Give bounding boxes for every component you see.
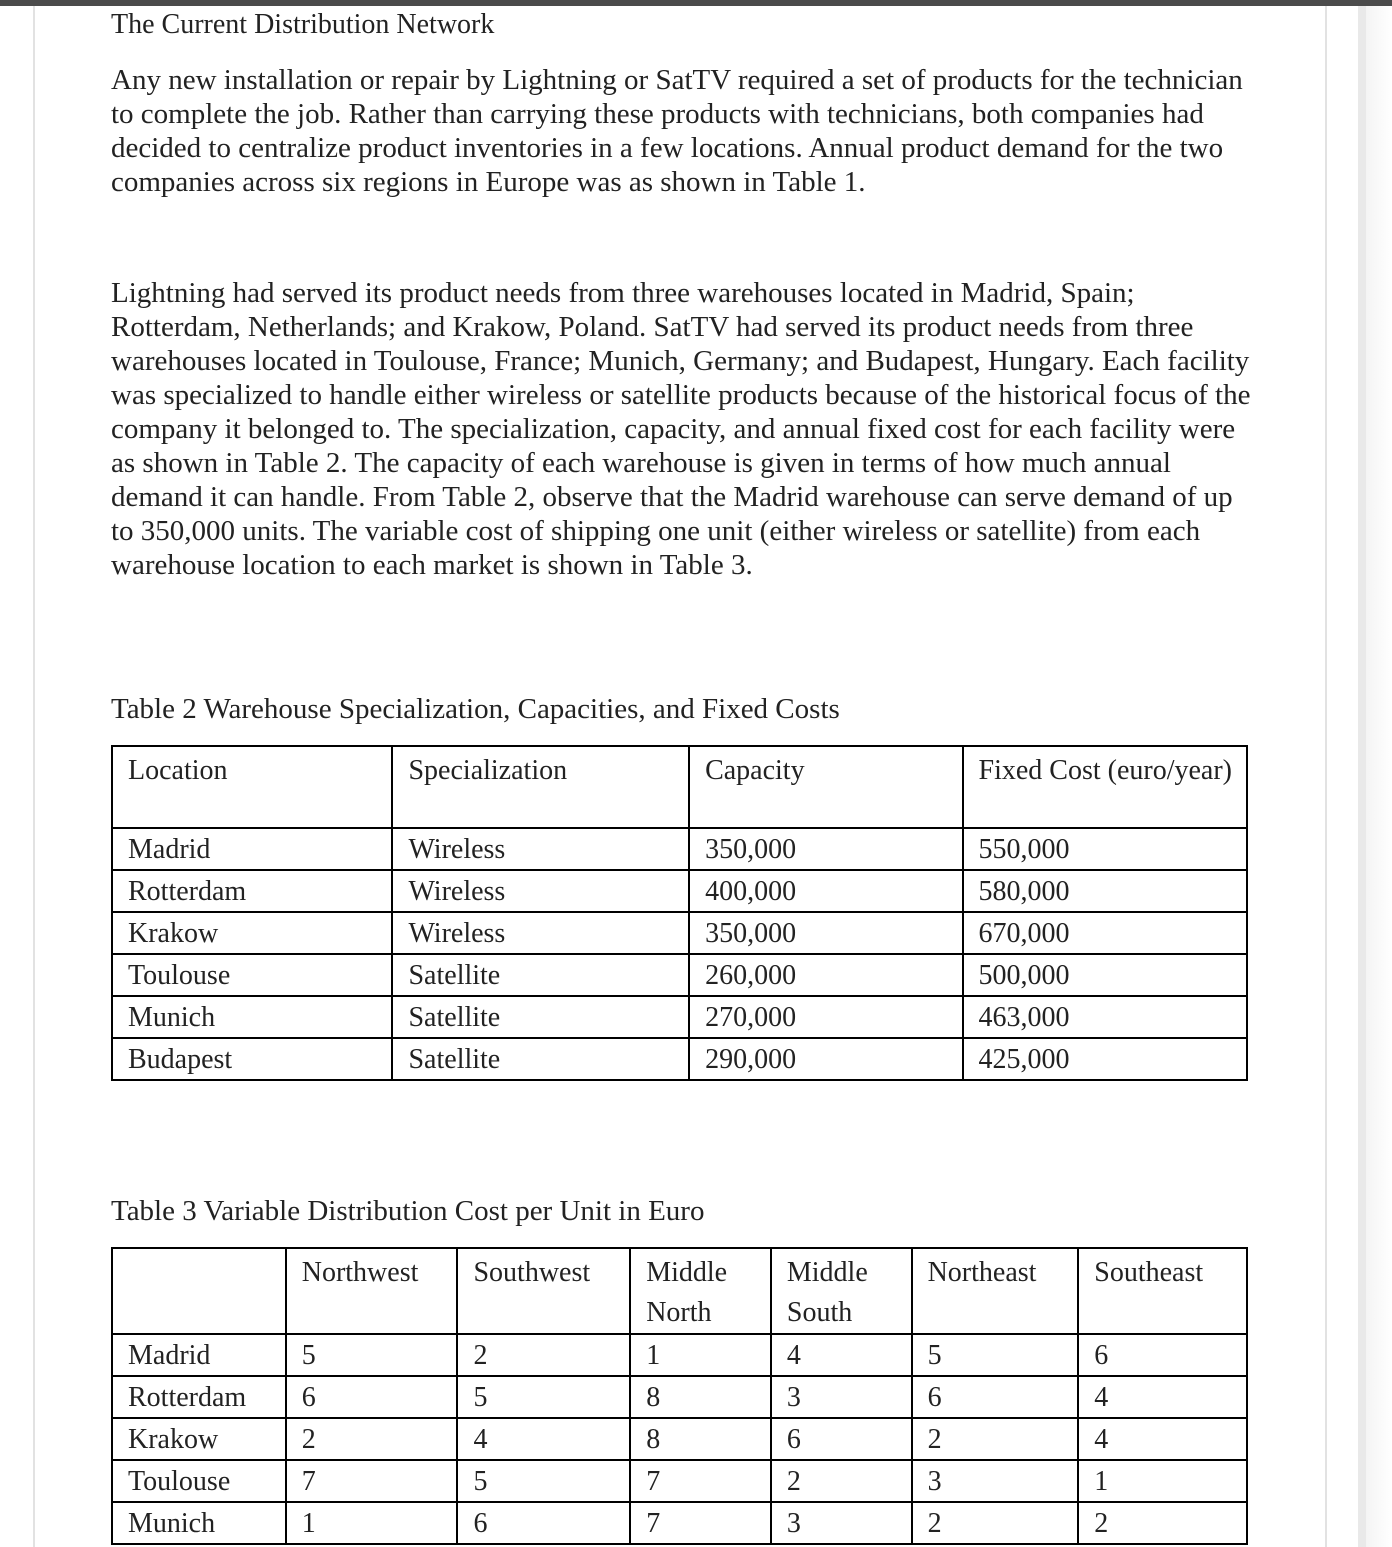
table-cell: Satellite — [392, 954, 689, 996]
table-cell: 260,000 — [689, 954, 962, 996]
table-cell: Rotterdam — [112, 1376, 286, 1418]
table-row — [112, 1502, 1247, 1544]
table-cell: 6 — [771, 1418, 912, 1460]
table-cell: Budapest — [112, 1038, 392, 1080]
table-cell: 550,000 — [963, 828, 1248, 870]
table-cell: 2 — [771, 1460, 912, 1502]
column-header: Location — [112, 746, 392, 828]
table-cell: 290,000 — [689, 1038, 962, 1080]
table-row — [112, 1334, 1247, 1376]
table-row — [112, 828, 1247, 870]
table-cell: Krakow — [112, 912, 392, 954]
column-header: Middle South — [771, 1248, 912, 1334]
table-cell: 4 — [771, 1334, 912, 1376]
table-cell: 580,000 — [963, 870, 1248, 912]
paragraph-warehouses: Lightning had served its product needs from three warehouses located in Madrid, Spain; Rotterdam, Netherlands; and Krakow, Poland. SatTV had served its product needs from three warehouses located in Toulouse, France; Munich, Germany; and Budapest, Hungary. Each facility was specialized to handle either wireless or satellite products because of the historical focus of the company it belonged to. The specialization, capacity, and annual fixed cost for each facility were as shown in Table 2. The capacity of each warehouse is given in terms of how much annual demand it can handle. From Table 2, observe that the Madrid warehouse can serve demand of up to 350,000 units. The variable cost of shipping one unit (either wireless or satellite) from each warehouse location to each market is shown in Table 3. — [111, 277, 1251, 581]
table-cell: 7 — [286, 1460, 458, 1502]
table-cell: 6 — [1078, 1334, 1247, 1376]
table-cell: 6 — [912, 1376, 1079, 1418]
table2-caption: Table 2 Warehouse Specialization, Capacities, and Fixed Costs — [111, 693, 840, 725]
table-cell: 270,000 — [689, 996, 962, 1038]
table-cell: Satellite — [392, 1038, 689, 1080]
table-cell: 7 — [630, 1460, 771, 1502]
table-cell: Wireless — [392, 870, 689, 912]
table-cell: 1 — [630, 1334, 771, 1376]
table-cell: 2 — [457, 1334, 630, 1376]
column-header: Specialization — [392, 746, 689, 828]
table-cell: 350,000 — [689, 912, 962, 954]
column-header: Southeast — [1078, 1248, 1247, 1334]
table-cell: 5 — [912, 1334, 1079, 1376]
table-cell: 4 — [1078, 1418, 1247, 1460]
table-cell: 1 — [286, 1502, 458, 1544]
vertical-scrollbar[interactable] — [1358, 6, 1366, 1547]
table-row — [112, 1460, 1247, 1502]
table-cell: 4 — [1078, 1376, 1247, 1418]
table-cell: 2 — [1078, 1502, 1247, 1544]
table-cell: Wireless — [392, 912, 689, 954]
column-header: Northeast — [912, 1248, 1079, 1334]
table-cell: 5 — [286, 1334, 458, 1376]
table-cell: 8 — [630, 1376, 771, 1418]
table-cell: 670,000 — [963, 912, 1248, 954]
table-cell: 8 — [630, 1418, 771, 1460]
column-header — [112, 1248, 286, 1334]
table-cell: 2 — [912, 1502, 1079, 1544]
table-cell: Toulouse — [112, 1460, 286, 1502]
table-header-row — [112, 1248, 1247, 1334]
table-cell: Munich — [112, 996, 392, 1038]
table-cell: 7 — [630, 1502, 771, 1544]
column-header: Northwest — [286, 1248, 458, 1334]
table-cell: 2 — [912, 1418, 1079, 1460]
table-row — [112, 912, 1247, 954]
table-header-row — [112, 746, 1247, 828]
table-cell: 4 — [457, 1418, 630, 1460]
warehouse-table — [111, 745, 1248, 1081]
table-cell: Wireless — [392, 828, 689, 870]
table-row — [112, 996, 1247, 1038]
table-cell: Toulouse — [112, 954, 392, 996]
table-cell: Rotterdam — [112, 870, 392, 912]
section-title: The Current Distribution Network — [111, 9, 495, 40]
page-right-border — [1325, 6, 1327, 1547]
table-cell: 500,000 — [963, 954, 1248, 996]
table-cell: 6 — [286, 1376, 458, 1418]
column-header: Southwest — [457, 1248, 630, 1334]
table-cell: 2 — [286, 1418, 458, 1460]
table-cell: 400,000 — [689, 870, 962, 912]
scrollbar-gutter — [1366, 6, 1392, 1547]
table-cell: 3 — [771, 1376, 912, 1418]
column-header: Capacity — [689, 746, 962, 828]
table-row — [112, 1038, 1247, 1080]
paragraph-intro: Any new installation or repair by Lightning or SatTV required a set of products for the technician to complete the job. Rather than carrying these products with technicians, both companies had decided to centralize product inventories in a few locations. Annual product demand for the two companies across six regions in Europe was as shown in Table 1. — [111, 64, 1243, 198]
table-cell: Krakow — [112, 1418, 286, 1460]
top-window-bar — [0, 0, 1392, 6]
table-cell: 425,000 — [963, 1038, 1248, 1080]
table-cell: 1 — [1078, 1460, 1247, 1502]
column-header: Middle North — [630, 1248, 771, 1334]
table-cell: 5 — [457, 1460, 630, 1502]
table3-caption: Table 3 Variable Distribution Cost per Unit in Euro — [111, 1195, 705, 1227]
table-cell: 3 — [771, 1502, 912, 1544]
table-cell: Satellite — [392, 996, 689, 1038]
table-cell: 463,000 — [963, 996, 1248, 1038]
distribution-cost-table — [111, 1247, 1248, 1545]
table-row — [112, 870, 1247, 912]
table-row — [112, 1376, 1247, 1418]
table-row — [112, 1418, 1247, 1460]
page-left-border — [33, 6, 35, 1547]
table-cell: 6 — [457, 1502, 630, 1544]
table-cell: Munich — [112, 1502, 286, 1544]
table-cell: 5 — [457, 1376, 630, 1418]
table-cell: 3 — [912, 1460, 1079, 1502]
table-cell: Madrid — [112, 1334, 286, 1376]
column-header: Fixed Cost (euro/year) — [963, 746, 1248, 828]
table-row — [112, 954, 1247, 996]
table-cell: 350,000 — [689, 828, 962, 870]
table-cell: Madrid — [112, 828, 392, 870]
